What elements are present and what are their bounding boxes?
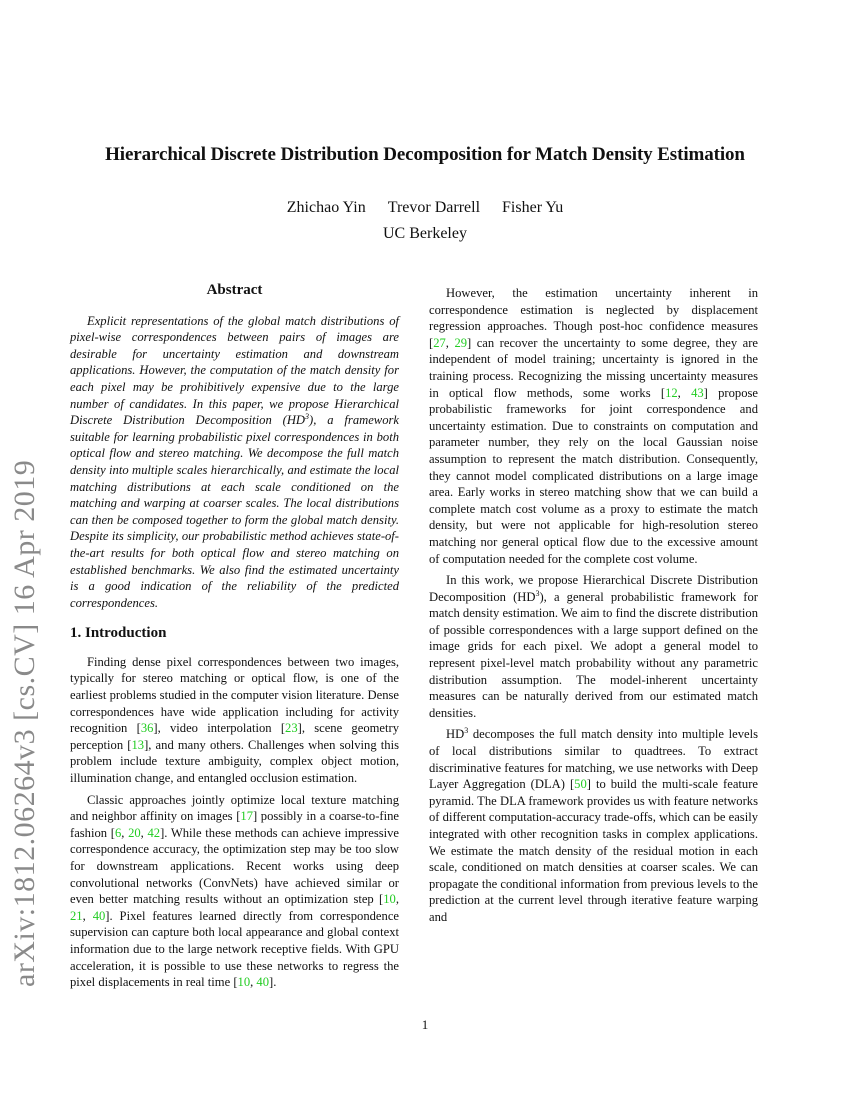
citation-link[interactable]: 50 [574, 777, 587, 792]
citation-link[interactable]: 21 [70, 908, 83, 923]
citation-link[interactable]: 29 [454, 335, 468, 350]
citation-link[interactable]: 12 [665, 385, 678, 400]
author-list [0, 199, 850, 217]
paragraph: Classic approaches jointly optimize local texture matching and neighbor affinity on images [17] possibly in a coarse-to-fine fashion [6, 20, 42]. While these methods can achieve impressive correspondence accuracy, the optimization step may be too slow for downstream applications. Recent works using deep convolutional networks (ConvNets) have achieved similar or even better matching results without an optimization step [10, 21, 40]. Pixel features learned directly from correspondence supervision can capture both local appearance and global context information due to the large network receptive fields. With GPU acceleration, it is possible to use these networks to regress the pixel displacements in real time [10, 40]. [70, 792, 400, 990]
citation-link[interactable]: 20 [128, 825, 141, 840]
citation-link[interactable]: 36 [140, 721, 154, 736]
citation-link[interactable]: 17 [240, 809, 253, 824]
author-name: Zhichao Yin [286, 199, 366, 216]
paragraph: $HD^3$ decomposes the full match density into multiple levels of local distributions similar to quadtrees. To extract discriminative features for matching, we use networks with Deep Layer Aggregation (DLA) [50] to build the multi-scale feature pyramid. The DLA framework provides us with feature networks of different computation-accuracy trade-offs, which can be easily integrated with other recognition tasks in complex applications. We estimate the match density of the residual motion in each scale, conditioned on match densities at coarser scales. We can propagate the conditional information from previous levels to the prediction at the current level through iterative feature warping and [429, 726, 758, 924]
citation-link[interactable]: 6 [114, 825, 122, 840]
right-column [429, 285, 758, 931]
citation-link[interactable]: 10 [237, 975, 251, 990]
citation-link[interactable]: 23 [285, 721, 298, 736]
citation-link[interactable]: 40 [92, 908, 106, 923]
paragraph: Finding dense pixel correspondences between two images, typically for stereo matching or optical flow, is one of the earliest problems studied in the computer vision literature. Dense correspondences have wide application including for activity recognition [36], video interpolation [23], scene geometry perception [13], and many others. Challenges when solving this problem include texture ambiguity, complex object motion, illumination change, and entangled occlusion estimation. [70, 654, 399, 786]
section-heading-introduction: 1. Introduction [70, 625, 167, 642]
affiliation: UC Berkeley [383, 225, 467, 242]
arxiv-stamp: arXiv:1812.06264v3 [cs.CV] 16 Apr 2019 [8, 459, 41, 987]
citation-link[interactable]: 10 [383, 892, 396, 907]
citation-link[interactable]: 42 [147, 825, 161, 840]
citation-link[interactable]: 43 [691, 385, 704, 400]
author-name: Trevor Darrell [387, 199, 481, 216]
paragraph: However, the estimation uncertainty inherent in correspondence estimation is neglected by displacement regression approaches. Though post-hoc confidence measures [27, 29] can recover the uncertainty to some degree, they are independent of model training; uncertainty is ignored in the training process. Recognizing the missing uncertainty measures in optical flow methods, some works [12, 43] propose probabilistic frameworks for joint correspondence and uncertainty estimation. Due to constraints on computation and parameter number, they rely on the local Gaussian noise assumption to represent the match distribution. Consequently, they cannot model complicated distributions on a large image area. Early works in stereo matching show that we can build a complete match cost volume as a proxy to estimate the match density, but were not applicable for high-resolution stereo matching nor general optical flow due to the excessive amount of computation needed for the complete cost volume. [429, 286, 758, 566]
citation-link[interactable]: 13 [131, 737, 145, 752]
page-number: 1 [421, 1017, 429, 1032]
paragraph: In this work, we propose Hierarchical Discrete Distribution Decomposition $(HD^3)$, a general probabilistic framework for match density estimation. We aim to find the discrete distribution of possible correspondences with a large support defined on the image grids for each pixel. We adopt a general model to represent pixel-level match probability without any parametric distribution assumption. The model-inherent uncertainty measures can be naturally derived from our estimated match densities. [429, 573, 758, 720]
paper-title: Hierarchical Discrete Distribution Decomposition for Match Density Estimation [105, 144, 745, 165]
citation-link[interactable]: 40 [256, 975, 269, 990]
citation-link[interactable]: 27 [433, 335, 446, 350]
abstract-text: Explicit representations of the global match distributions of pixel-wise correspondences between pairs of images are desirable for uncertainty estimation and downstream applications. However, the computation of the match density for each pixel may be prohibitively expensive due to the large number of candidates. In this paper, we propose Hierarchical Discrete Distribution Decomposition $(HD^3)$, a framework suitable for learning probabilistic pixel correspondences in both optical flow and stereo matching. We decompose the full match density into multiple scales hierarchically, and estimate the local matching distributions at each scale conditioned on the matching and warping at coarser scales. The local distributions can then be composed together to form the global match density. Despite its simplicity, our probabilistic method achieves state-of-the-art results for both optical flow and stereo matching on established benchmarks. We also find the estimated uncertainty is a good indication of the reliability of the predicted correspondences. [70, 313, 399, 610]
author-name: Fisher Yu [502, 199, 564, 216]
left-column [70, 282, 399, 996]
abstract-heading: Abstract [206, 282, 263, 298]
